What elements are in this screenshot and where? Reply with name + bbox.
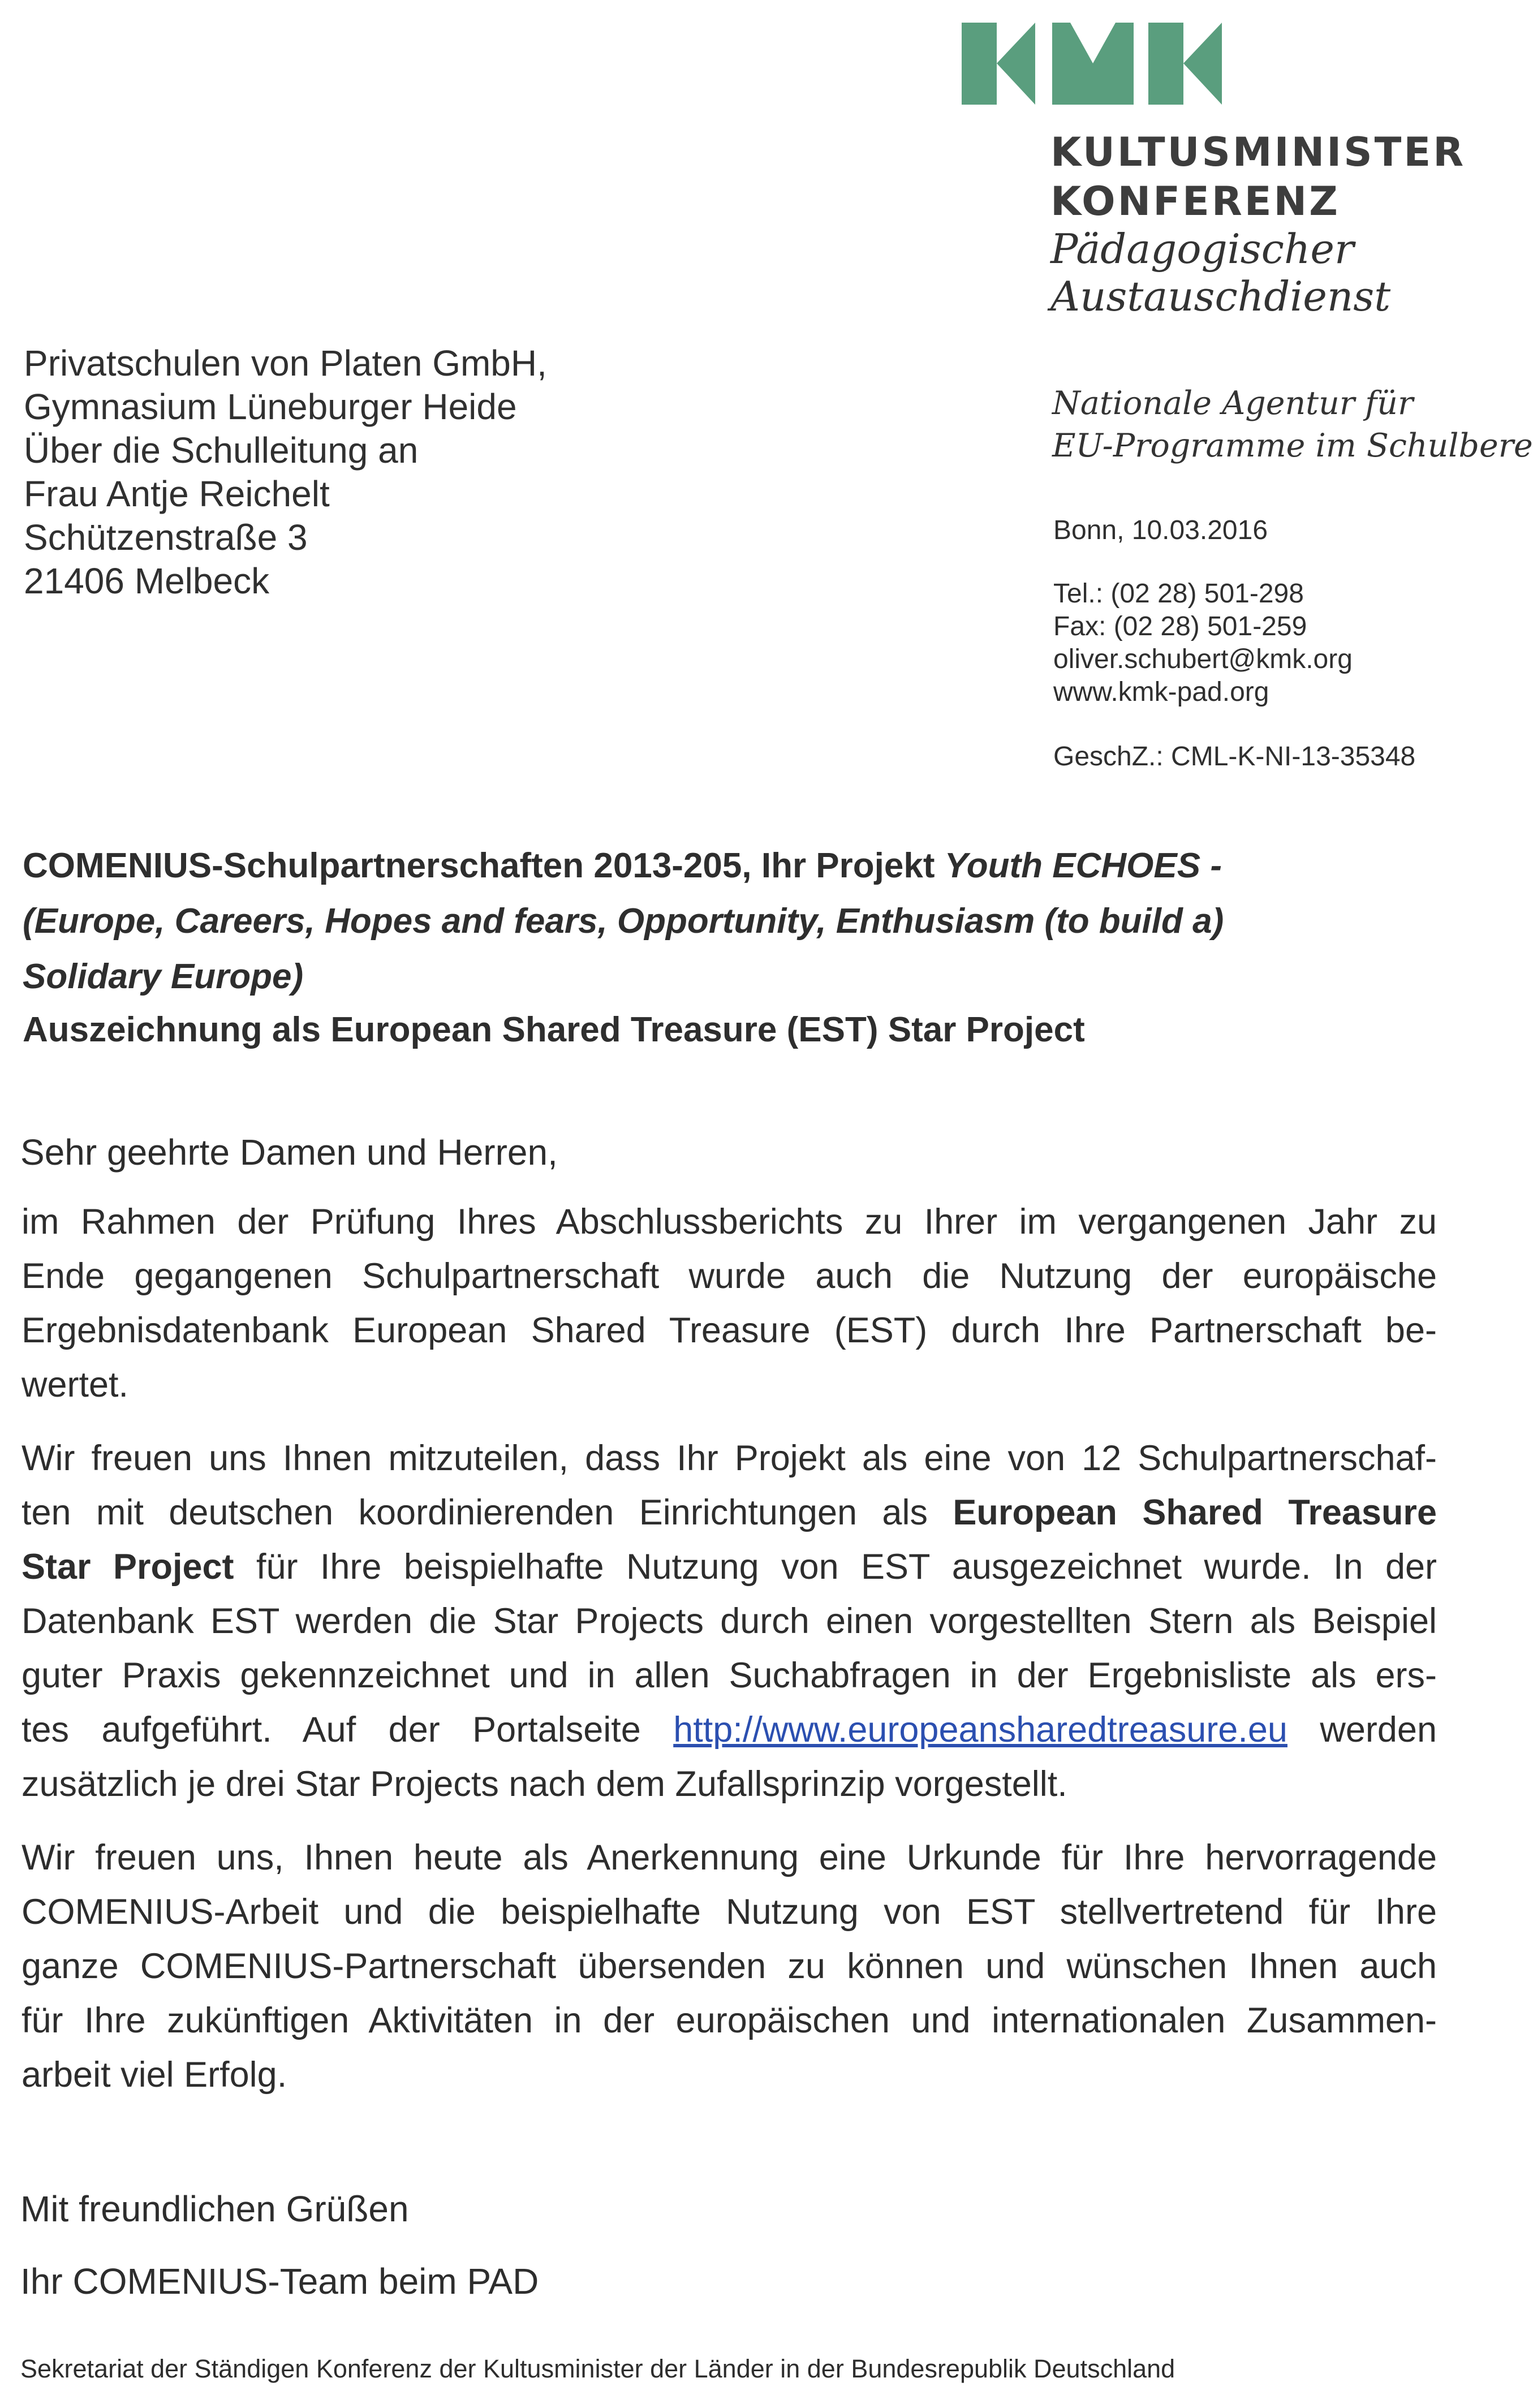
- body-line: guter Praxis gekennzeichnet und in allen Suchabfragen in der Ergebnisliste als ers-: [21, 1656, 1437, 1695]
- contact-fax: Fax: (02 28) 501-259: [1053, 611, 1307, 641]
- org-name-line3: Pädagogischer: [1050, 225, 1354, 273]
- body-line: Wir freuen uns, Ihnen heute als Anerkennung eine Urkunde für Ihre hervorragende: [21, 1838, 1437, 1877]
- address-line: Frau Antje Reichelt: [24, 473, 330, 514]
- body-line: ganze COMENIUS-Partnerschaft übersenden zu können und wünschen Ihnen auch: [21, 1946, 1437, 1986]
- body-line: Wir freuen uns Ihnen mitzuteilen, dass Ihr Projekt als eine von 12 Schulpartnerschaf-: [21, 1438, 1437, 1478]
- org-name-line4: Austauschdienst: [1050, 273, 1391, 320]
- subject-line2: (Europe, Careers, Hopes and fears, Opportunity, Enthusiasm (to build a): [23, 902, 1224, 941]
- subject-line3: Solidary Europe): [23, 957, 304, 996]
- subject-project-name: Youth ECHOES -: [944, 846, 1222, 885]
- subject-programme: COMENIUS-Schulpartnerschaften 2013-205, Ihr Projekt: [23, 846, 945, 885]
- agency-line2: EU-Programme im Schulbere: [1052, 427, 1533, 464]
- subject-line1: [23, 846, 1222, 886]
- letter-date: Bonn, 10.03.2016: [1053, 515, 1268, 545]
- agency-line1: Nationale Agentur für: [1052, 385, 1414, 422]
- body-line: im Rahmen der Prüfung Ihres Abschlussberichts zu Ihrer im vergangenen Jahr zu: [21, 1202, 1437, 1242]
- body-line: Star Project für Ihre beispielhafte Nutzung von EST ausgezeichnet wurde. In der: [21, 1547, 1437, 1587]
- address-line: Über die Schulleitung an: [24, 430, 419, 471]
- body-line: COMENIUS-Arbeit und die beispielhafte Nutzung von EST stellvertretend für Ihre: [21, 1892, 1437, 1932]
- body-line: tes aufgeführt. Auf der Portalseite http://www.europeansharedtreasure.eu werden: [21, 1710, 1437, 1750]
- reference-number: GeschZ.: CML-K-NI-13-35348: [1053, 742, 1416, 772]
- address-line: Privatschulen von Platen GmbH,: [24, 343, 547, 384]
- body-line: wertet.: [21, 1365, 129, 1405]
- body-line: zusätzlich je drei Star Projects nach dem Zufallsprinzip vorgestellt.: [21, 1764, 1067, 1804]
- org-name-line1: KULTUSMINISTER: [1050, 129, 1466, 175]
- closing-greeting: Mit freundlichen Grüßen: [20, 2189, 409, 2229]
- award-name-cont: Star Project: [21, 1547, 234, 1587]
- address-line: Schützenstraße 3: [24, 517, 308, 558]
- contact-tel: Tel.: (02 28) 501-298: [1053, 579, 1304, 609]
- footer-text: Sekretariat der Ständigen Konferenz der Kultusminister der Länder in der Bundesrepublik Deutschland: [20, 2354, 1175, 2383]
- subject-line4: Auszeichnung als European Shared Treasure (EST) Star Project: [23, 1010, 1085, 1049]
- contact-email[interactable]: oliver.schubert@kmk.org: [1053, 644, 1353, 674]
- org-name-line2: KONFERENZ: [1050, 178, 1340, 225]
- salutation: Sehr geehrte Damen und Herren,: [20, 1132, 558, 1173]
- body-line: Ergebnisdatenbank European Shared Treasure (EST) durch Ihre Partnerschaft be-: [21, 1311, 1437, 1350]
- body-line: Ende gegangenen Schulpartnerschaft wurde auch die Nutzung der europäische: [21, 1256, 1437, 1296]
- award-name: European Shared Treasure: [953, 1493, 1437, 1532]
- body-line: arbeit viel Erfolg.: [21, 2055, 287, 2095]
- kmk-logo-icon: [962, 23, 1222, 105]
- portal-link[interactable]: http://www.europeansharedtreasure.eu: [673, 1710, 1287, 1750]
- body-line: Datenbank EST werden die Star Projects durch einen vorgestellten Stern als Beispiel: [21, 1601, 1437, 1641]
- address-line: 21406 Melbeck: [24, 561, 270, 601]
- address-line: Gymnasium Lüneburger Heide: [24, 386, 517, 427]
- contact-website[interactable]: www.kmk-pad.org: [1053, 677, 1269, 707]
- body-line: ten mit deutschen koordinierenden Einrichtungen als European Shared Treasure: [21, 1493, 1437, 1532]
- closing-sender: Ihr COMENIUS-Team beim PAD: [20, 2261, 539, 2302]
- body-line: für Ihre zukünftigen Aktivitäten in der europäischen und internationalen Zusammen-: [21, 2001, 1437, 2040]
